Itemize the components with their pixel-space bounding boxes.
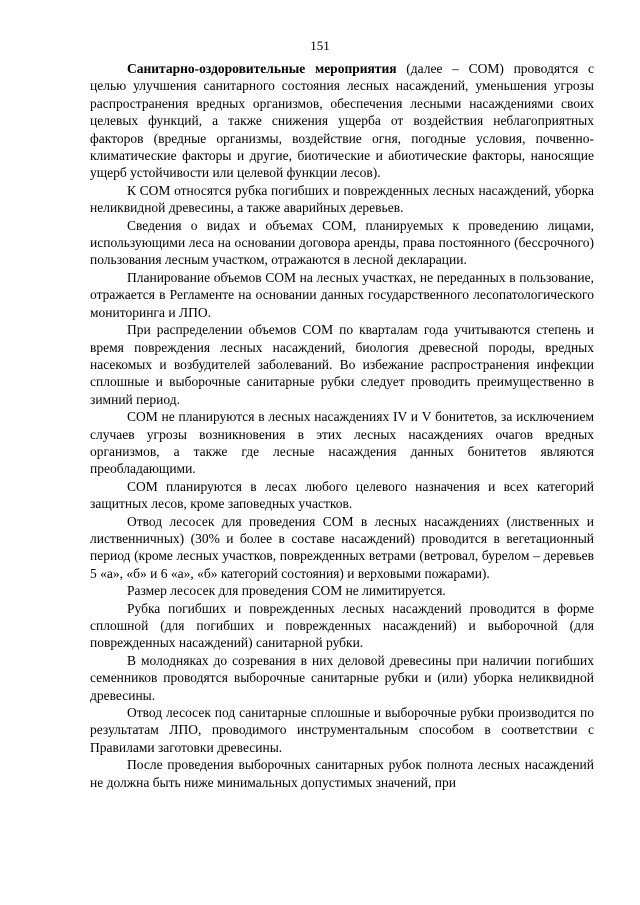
paragraph-text: СОМ не планируются в лесных насаждениях IV и V бонитетов, за исключением случаев угрозы возникновения в этих лесных насаждениях очагов вредных организмов, а также где лесные насаждения данных бонитетов являются преобладающими. bbox=[90, 409, 594, 477]
paragraph-text: После проведения выборочных санитарных рубок полнота лесных насаждений не должна быть ниже минимальных допустимых значений, при bbox=[90, 757, 594, 790]
paragraph-text: К СОМ относятся рубка погибших и поврежденных лесных насаждений, уборка неликвидной древесины, а также аварийных деревьев. bbox=[90, 182, 594, 216]
document-body bbox=[90, 60, 594, 791]
paragraph-text: Сведения о видах и объемах СОМ, планируемых к проведению лицами, использующими леса на основании договора аренды, права постоянного (бессрочного) пользования лесным участком, отражаются в лесной декларации. bbox=[90, 217, 594, 268]
paragraph-text: Рубка погибших и поврежденных лесных насаждений проводится в форме сплошной (для погибших и поврежденных насаждений) и выборочной (для поврежденных насаждений) санитарной рубки. bbox=[90, 600, 594, 651]
paragraph-text: Размер лесосек для проведения СОМ не лимитируется. bbox=[127, 583, 446, 599]
page-number: 151 bbox=[310, 38, 330, 53]
paragraph-text: Отвод лесосек под санитарные сплошные и выборочные рубки производится по результатам ЛПО, проводимого инструментальным способом в соответствии с Правилами заготовки древесины. bbox=[90, 705, 594, 755]
paragraph-som-definition bbox=[90, 60, 594, 182]
paragraph-text: (далее – СОМ) проводятся с целью улучшения санитарного состояния лесных насаждений, уменьшения угрозы распространения вредных организмов, обеспечения лесными насаждениями своих целевых функций, а также снижения ущерба от воздействия неблагоприятных факторов (вредные организмы, воздействие огня, погодные условия, почвенно-климатические факторы и другие, биотические и абиотические факторы, наносящие ущерб устойчивости или целевой функции лесов). bbox=[90, 61, 595, 181]
paragraph-text: При распределении объемов СОМ по кварталам года учитываются степень и время повреждения лесных насаждений, биология древесной породы, вредных насекомых и возбудителей заболеваний. Во избежание распространения инфекции сплошные и выборочные санитарные рубки следует проводить преимущественно в зимний период. bbox=[90, 322, 594, 407]
paragraph-text: Отвод лесосек для проведения СОМ в лесных насаждениях (лиственных и лиственничных) (30% и более в составе насаждений) проводится в вегетационный период (кроме лесных участков, поврежденных ветрами (ветровал, бурелом – деревьев 5 «а», «б» и 6 «а», «б» категорий состояния) и верховыми пожарами). bbox=[90, 513, 594, 581]
paragraph-text: Планирование объемов СОМ на лесных участках, не переданных в пользование, отражается в Регламенте на основании данных государственного лесопатологического мониторинга и ЛПО. bbox=[90, 269, 594, 320]
term-bold: Санитарно-оздоровительные мероприятия bbox=[127, 61, 397, 76]
paragraph-text: В молодняках до созревания в них деловой древесины при наличии погибших семенников проводятся выборочные санитарные рубки и (или) уборка неликвидной древесины. bbox=[90, 652, 594, 703]
paragraph-text: СОМ планируются в лесах любого целевого назначения и всех категорий защитных лесов, кроме заповедных участков. bbox=[90, 478, 594, 512]
